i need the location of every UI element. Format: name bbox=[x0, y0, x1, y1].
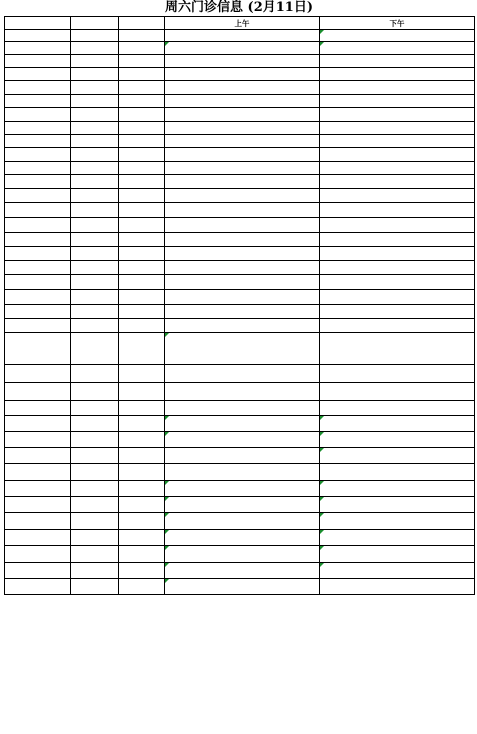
quota-cell bbox=[71, 247, 119, 261]
morning-doctors-cell bbox=[165, 233, 320, 247]
afternoon-doctors-cell bbox=[320, 189, 475, 203]
morning-doctors-cell bbox=[165, 464, 320, 481]
header-afternoon: 下午 bbox=[320, 17, 475, 30]
table-row bbox=[5, 189, 475, 203]
table-row bbox=[5, 319, 475, 333]
table-row bbox=[5, 122, 475, 135]
morning-doctors-cell bbox=[165, 275, 320, 290]
dept-cell bbox=[5, 319, 71, 333]
morning-doctors-cell bbox=[165, 135, 320, 148]
quota-cell bbox=[71, 497, 119, 513]
schedule-sheet bbox=[4, 0, 474, 595]
dept-cell bbox=[5, 148, 71, 162]
window-cell bbox=[119, 55, 165, 68]
window-cell bbox=[119, 513, 165, 530]
afternoon-doctors-cell bbox=[320, 530, 475, 546]
afternoon-doctors-cell bbox=[320, 162, 475, 175]
table-row bbox=[5, 233, 475, 247]
quota-cell bbox=[71, 135, 119, 148]
afternoon-doctors-cell bbox=[320, 30, 475, 42]
window-cell bbox=[119, 546, 165, 563]
window-cell bbox=[119, 416, 165, 432]
afternoon-doctors-cell bbox=[320, 333, 475, 365]
afternoon-doctors-cell bbox=[320, 546, 475, 563]
morning-doctors-cell bbox=[165, 290, 320, 305]
dept-cell bbox=[5, 290, 71, 305]
window-cell bbox=[119, 305, 165, 319]
dept-cell bbox=[5, 30, 71, 42]
window-cell bbox=[119, 563, 165, 579]
afternoon-doctors-cell bbox=[320, 68, 475, 81]
quota-cell bbox=[71, 275, 119, 290]
quota-cell bbox=[71, 30, 119, 42]
quota-cell bbox=[71, 563, 119, 579]
quota-cell bbox=[71, 290, 119, 305]
window-cell bbox=[119, 464, 165, 481]
quota-cell bbox=[71, 175, 119, 189]
window-cell bbox=[119, 162, 165, 175]
afternoon-doctors-cell bbox=[320, 203, 475, 218]
window-cell bbox=[119, 203, 165, 218]
header-morning: 上午 bbox=[165, 17, 320, 30]
afternoon-doctors-cell bbox=[320, 175, 475, 189]
afternoon-doctors-cell bbox=[320, 81, 475, 95]
dept-cell bbox=[5, 563, 71, 579]
table-row bbox=[5, 333, 475, 365]
afternoon-doctors-cell bbox=[320, 383, 475, 401]
window-cell bbox=[119, 497, 165, 513]
afternoon-doctors-cell bbox=[320, 95, 475, 108]
table-row bbox=[5, 68, 475, 81]
afternoon-doctors-cell bbox=[320, 497, 475, 513]
dept-cell bbox=[5, 42, 71, 55]
dept-cell bbox=[5, 95, 71, 108]
table-row bbox=[5, 218, 475, 233]
dept-cell bbox=[5, 247, 71, 261]
table-row bbox=[5, 448, 475, 464]
dept-cell bbox=[5, 513, 71, 530]
window-cell bbox=[119, 108, 165, 122]
dept-cell bbox=[5, 233, 71, 247]
afternoon-doctors-cell bbox=[320, 448, 475, 464]
quota-cell bbox=[71, 530, 119, 546]
window-cell bbox=[119, 275, 165, 290]
morning-doctors-cell bbox=[165, 401, 320, 416]
table-row bbox=[5, 401, 475, 416]
dept-cell bbox=[5, 365, 71, 383]
window-cell bbox=[119, 233, 165, 247]
morning-doctors-cell bbox=[165, 530, 320, 546]
quota-cell bbox=[71, 432, 119, 448]
morning-doctors-cell bbox=[165, 55, 320, 68]
afternoon-doctors-cell bbox=[320, 108, 475, 122]
window-cell bbox=[119, 365, 165, 383]
window-cell bbox=[119, 189, 165, 203]
window-cell bbox=[119, 579, 165, 595]
quota-cell bbox=[71, 42, 119, 55]
morning-doctors-cell bbox=[165, 203, 320, 218]
afternoon-doctors-cell bbox=[320, 563, 475, 579]
window-cell bbox=[119, 261, 165, 275]
table-row bbox=[5, 30, 475, 42]
morning-doctors-cell bbox=[165, 448, 320, 464]
quota-cell bbox=[71, 383, 119, 401]
table-row bbox=[5, 162, 475, 175]
dept-cell bbox=[5, 175, 71, 189]
afternoon-doctors-cell bbox=[320, 218, 475, 233]
morning-doctors-cell bbox=[165, 416, 320, 432]
quota-cell bbox=[71, 81, 119, 95]
table-row bbox=[5, 383, 475, 401]
table-row bbox=[5, 513, 475, 530]
header-dept bbox=[5, 17, 71, 30]
table-row bbox=[5, 95, 475, 108]
window-cell bbox=[119, 432, 165, 448]
quota-cell bbox=[71, 162, 119, 175]
dept-cell bbox=[5, 68, 71, 81]
morning-doctors-cell bbox=[165, 481, 320, 497]
morning-doctors-cell bbox=[165, 513, 320, 530]
quota-cell bbox=[71, 261, 119, 275]
window-cell bbox=[119, 383, 165, 401]
quota-cell bbox=[71, 333, 119, 365]
afternoon-doctors-cell bbox=[320, 122, 475, 135]
dept-cell bbox=[5, 546, 71, 563]
morning-doctors-cell bbox=[165, 546, 320, 563]
afternoon-doctors-cell bbox=[320, 513, 475, 530]
window-cell bbox=[119, 481, 165, 497]
afternoon-doctors-cell bbox=[320, 319, 475, 333]
table-row bbox=[5, 563, 475, 579]
dept-cell bbox=[5, 432, 71, 448]
morning-doctors-cell bbox=[165, 365, 320, 383]
header-window bbox=[119, 17, 165, 30]
afternoon-doctors-cell bbox=[320, 481, 475, 497]
dept-cell bbox=[5, 497, 71, 513]
dept-cell bbox=[5, 135, 71, 148]
morning-doctors-cell bbox=[165, 383, 320, 401]
quota-cell bbox=[71, 401, 119, 416]
quota-cell bbox=[71, 365, 119, 383]
afternoon-doctors-cell bbox=[320, 148, 475, 162]
dept-cell bbox=[5, 333, 71, 365]
table-row bbox=[5, 55, 475, 68]
quota-cell bbox=[71, 513, 119, 530]
dept-cell bbox=[5, 81, 71, 95]
quota-cell bbox=[71, 218, 119, 233]
quota-cell bbox=[71, 481, 119, 497]
window-cell bbox=[119, 68, 165, 81]
header-row bbox=[5, 17, 475, 30]
morning-doctors-cell bbox=[165, 579, 320, 595]
morning-doctors-cell bbox=[165, 122, 320, 135]
afternoon-doctors-cell bbox=[320, 365, 475, 383]
table-row bbox=[5, 175, 475, 189]
morning-doctors-cell bbox=[165, 95, 320, 108]
window-cell bbox=[119, 319, 165, 333]
morning-doctors-cell bbox=[165, 81, 320, 95]
dept-cell bbox=[5, 448, 71, 464]
dept-cell bbox=[5, 464, 71, 481]
quota-cell bbox=[71, 305, 119, 319]
morning-doctors-cell bbox=[165, 432, 320, 448]
schedule-table bbox=[4, 16, 475, 595]
table-row bbox=[5, 247, 475, 261]
dept-cell bbox=[5, 401, 71, 416]
window-cell bbox=[119, 448, 165, 464]
quota-cell bbox=[71, 189, 119, 203]
afternoon-doctors-cell bbox=[320, 464, 475, 481]
window-cell bbox=[119, 122, 165, 135]
quota-cell bbox=[71, 203, 119, 218]
table-row bbox=[5, 546, 475, 563]
window-cell bbox=[119, 175, 165, 189]
afternoon-doctors-cell bbox=[320, 55, 475, 68]
dept-cell bbox=[5, 203, 71, 218]
header-quota bbox=[71, 17, 119, 30]
morning-doctors-cell bbox=[165, 175, 320, 189]
table-row bbox=[5, 365, 475, 383]
quota-cell bbox=[71, 546, 119, 563]
window-cell bbox=[119, 81, 165, 95]
table-row bbox=[5, 481, 475, 497]
dept-cell bbox=[5, 55, 71, 68]
window-cell bbox=[119, 42, 165, 55]
afternoon-doctors-cell bbox=[320, 416, 475, 432]
table-row bbox=[5, 81, 475, 95]
dept-cell bbox=[5, 189, 71, 203]
morning-doctors-cell bbox=[165, 162, 320, 175]
dept-cell bbox=[5, 122, 71, 135]
afternoon-doctors-cell bbox=[320, 233, 475, 247]
quota-cell bbox=[71, 319, 119, 333]
dept-cell bbox=[5, 416, 71, 432]
morning-doctors-cell bbox=[165, 68, 320, 81]
quota-cell bbox=[71, 233, 119, 247]
table-row bbox=[5, 42, 475, 55]
afternoon-doctors-cell bbox=[320, 305, 475, 319]
morning-doctors-cell bbox=[165, 247, 320, 261]
dept-cell bbox=[5, 108, 71, 122]
table-row bbox=[5, 261, 475, 275]
quota-cell bbox=[71, 95, 119, 108]
dept-cell bbox=[5, 383, 71, 401]
table-row bbox=[5, 148, 475, 162]
table-row bbox=[5, 432, 475, 448]
afternoon-doctors-cell bbox=[320, 135, 475, 148]
window-cell bbox=[119, 401, 165, 416]
page-title: 周六门诊信息 (2月11日) bbox=[165, 0, 313, 15]
morning-doctors-cell bbox=[165, 305, 320, 319]
morning-doctors-cell bbox=[165, 497, 320, 513]
morning-doctors-cell bbox=[165, 563, 320, 579]
afternoon-doctors-cell bbox=[320, 247, 475, 261]
afternoon-doctors-cell bbox=[320, 261, 475, 275]
quota-cell bbox=[71, 68, 119, 81]
table-row bbox=[5, 464, 475, 481]
afternoon-doctors-cell bbox=[320, 275, 475, 290]
window-cell bbox=[119, 247, 165, 261]
table-row bbox=[5, 275, 475, 290]
morning-doctors-cell bbox=[165, 218, 320, 233]
morning-doctors-cell bbox=[165, 30, 320, 42]
quota-cell bbox=[71, 55, 119, 68]
window-cell bbox=[119, 30, 165, 42]
table-row bbox=[5, 530, 475, 546]
dept-cell bbox=[5, 530, 71, 546]
window-cell bbox=[119, 148, 165, 162]
dept-cell bbox=[5, 261, 71, 275]
dept-cell bbox=[5, 275, 71, 290]
morning-doctors-cell bbox=[165, 42, 320, 55]
dept-cell bbox=[5, 218, 71, 233]
quota-cell bbox=[71, 108, 119, 122]
window-cell bbox=[119, 95, 165, 108]
table-row bbox=[5, 135, 475, 148]
afternoon-doctors-cell bbox=[320, 401, 475, 416]
window-cell bbox=[119, 530, 165, 546]
afternoon-doctors-cell bbox=[320, 290, 475, 305]
dept-cell bbox=[5, 481, 71, 497]
window-cell bbox=[119, 218, 165, 233]
quota-cell bbox=[71, 148, 119, 162]
afternoon-doctors-cell bbox=[320, 579, 475, 595]
dept-cell bbox=[5, 305, 71, 319]
table-row bbox=[5, 416, 475, 432]
afternoon-doctors-cell bbox=[320, 432, 475, 448]
schedule-rows bbox=[5, 30, 475, 595]
dept-cell bbox=[5, 162, 71, 175]
morning-doctors-cell bbox=[165, 108, 320, 122]
quota-cell bbox=[71, 464, 119, 481]
table-row bbox=[5, 108, 475, 122]
table-row bbox=[5, 203, 475, 218]
afternoon-doctors-cell bbox=[320, 42, 475, 55]
table-row bbox=[5, 497, 475, 513]
quota-cell bbox=[71, 416, 119, 432]
quota-cell bbox=[71, 122, 119, 135]
window-cell bbox=[119, 135, 165, 148]
quota-cell bbox=[71, 579, 119, 595]
morning-doctors-cell bbox=[165, 319, 320, 333]
dept-cell bbox=[5, 579, 71, 595]
morning-doctors-cell bbox=[165, 189, 320, 203]
morning-doctors-cell bbox=[165, 261, 320, 275]
morning-doctors-cell bbox=[165, 148, 320, 162]
table-row bbox=[5, 305, 475, 319]
table-row bbox=[5, 579, 475, 595]
table-row bbox=[5, 290, 475, 305]
window-cell bbox=[119, 290, 165, 305]
morning-doctors-cell bbox=[165, 333, 320, 365]
quota-cell bbox=[71, 448, 119, 464]
window-cell bbox=[119, 333, 165, 365]
